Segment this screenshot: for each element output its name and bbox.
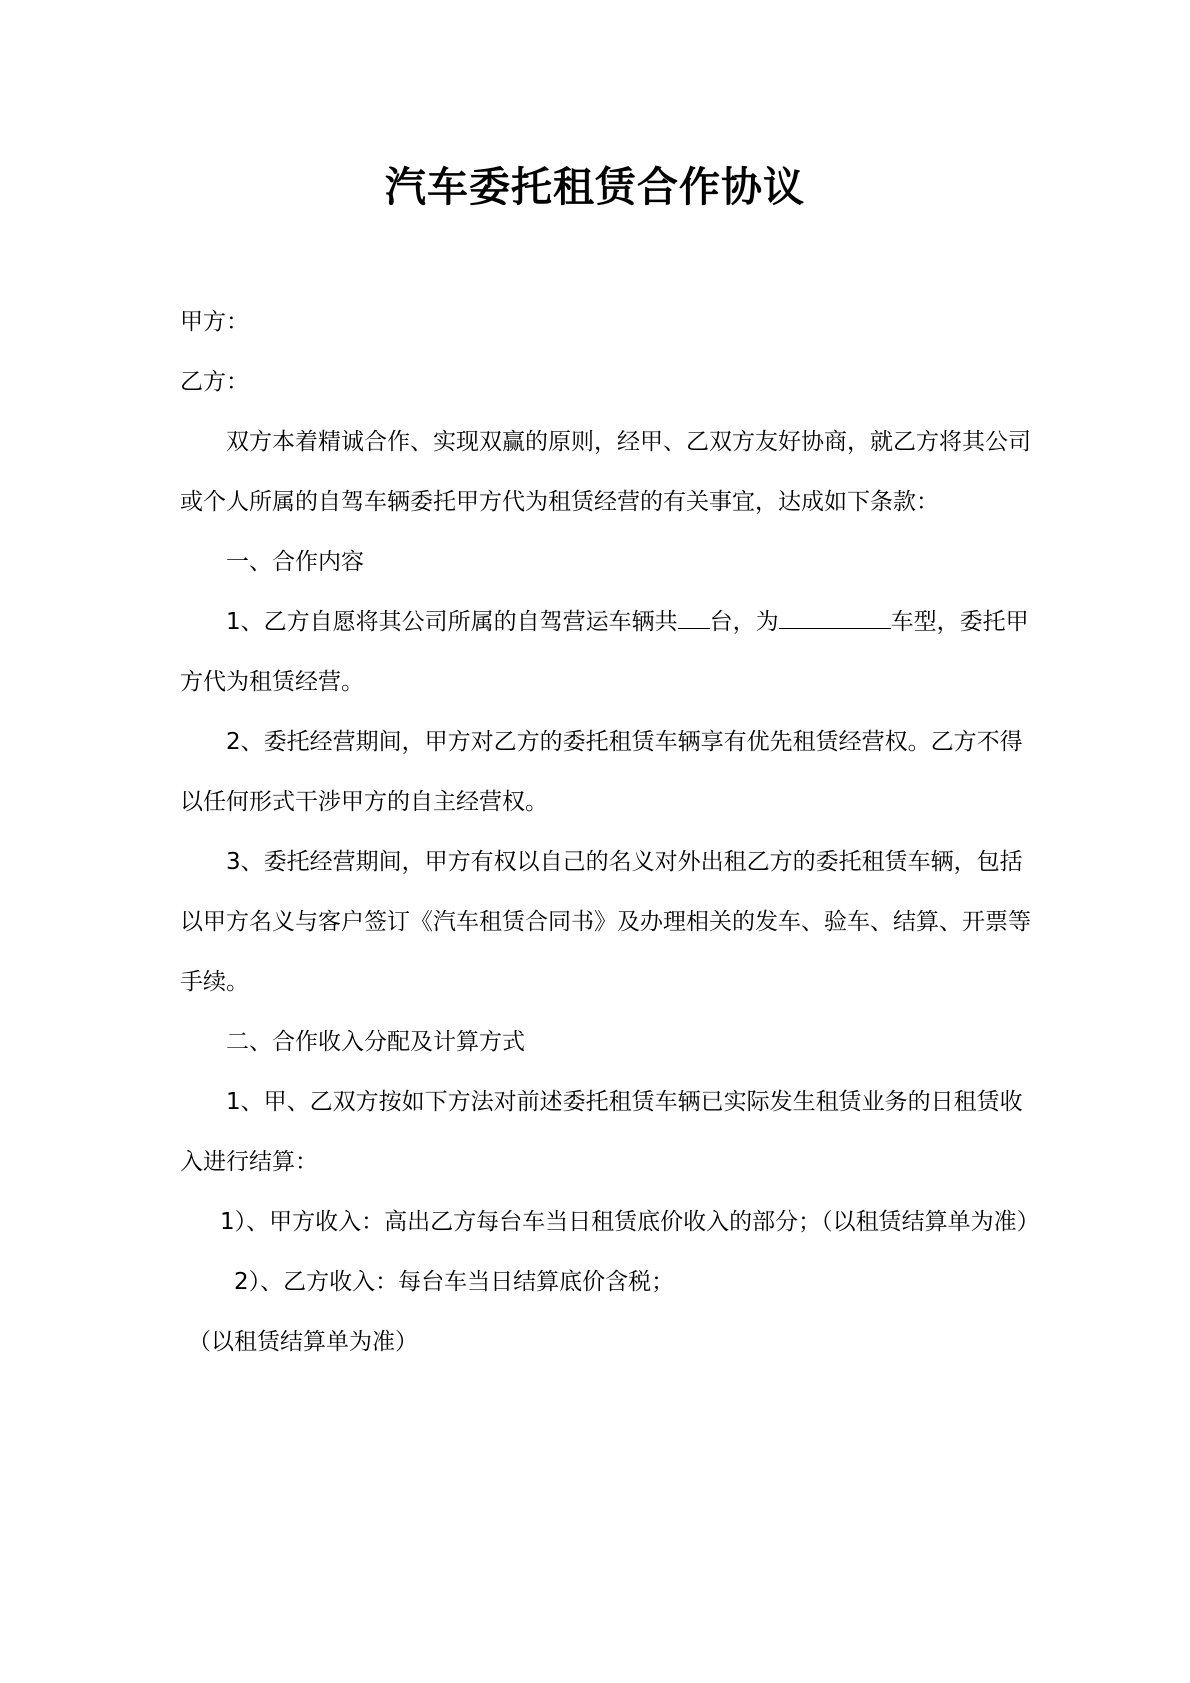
section-2-heading: 二、合作收入分配及计算方式 (226, 1029, 525, 1055)
clause-2-1-1: 1）、甲方收入：高出乙方每台车当日租赁底价收入的部分；（以租赁结算单为准） (220, 1209, 1040, 1235)
party-a-line: 甲方： (180, 309, 249, 335)
intro-paragraph: 双方本着精诚合作、实现双赢的原则，经甲、乙双方友好协商，就乙方将其公司或个人所属的自驾车辆委托甲方代为租赁经营的有关事宜，达成如下条款： (180, 429, 1031, 515)
clause-1-1-part2: 台，为 (709, 609, 779, 635)
vehicle-count-blank (678, 606, 710, 629)
clause-1-1-part1: 1、乙方自愿将其公司所属的自驾营运车辆共 (226, 609, 678, 635)
clause-2-1-2: 2）、乙方收入：每台车当日结算底价含税； (234, 1269, 675, 1295)
clause-1-3: 3、委托经营期间，甲方有权以自己的名义对外出租乙方的委托租赁车辆，包括以甲方名义与客户签订《汽车租赁合同书》及办理相关的发车、验车、结算、开票等手续。 (180, 849, 1031, 995)
party-b-line: 乙方： (180, 369, 249, 395)
vehicle-model-blank (779, 606, 891, 629)
section-1-heading: 一、合作内容 (226, 549, 364, 575)
document-body (180, 292, 1040, 1372)
clause-1-1 (180, 592, 1040, 712)
clause-2-1: 1、甲、乙双方按如下方法对前述委托租赁车辆已实际发生租赁业务的日租赁收入进行结算： (180, 1089, 1023, 1175)
clause-2-1-2-note: （以租赁结算单为准） (188, 1329, 418, 1355)
document-title: 汽车委托租赁合作协议 (385, 163, 805, 211)
clause-1-2: 2、委托经营期间，甲方对乙方的委托租赁车辆享有优先租赁经营权。乙方不得以任何形式干涉甲方的自主经营权。 (180, 729, 1023, 815)
clause-1-1-part3: 车型，委托甲方代为租赁经营。 (180, 609, 1029, 695)
